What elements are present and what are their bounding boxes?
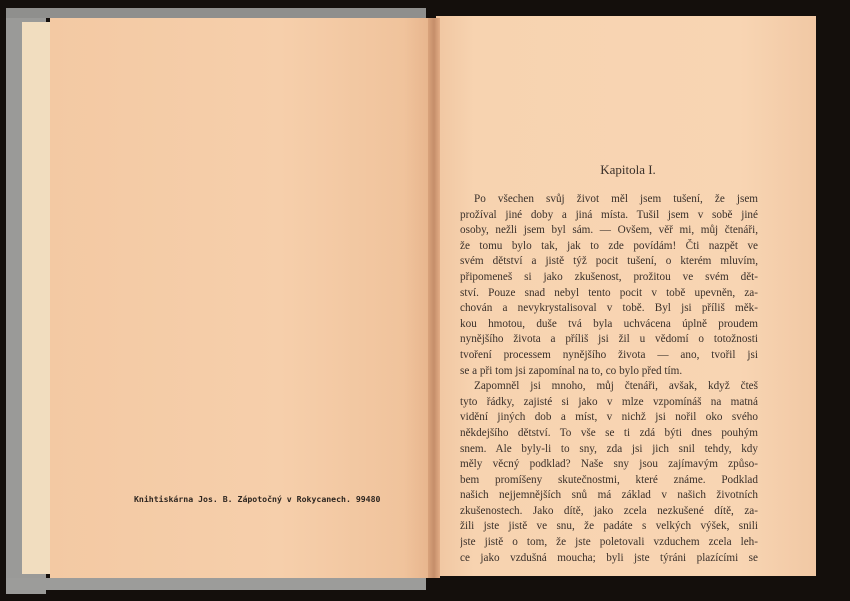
text-line: žili jste jistě ve snu, že padáte s velkých výšek, snili <box>460 520 758 533</box>
text-line: se a při tom jsi zapomínal na to, co bylo před tím. <box>460 364 683 377</box>
text-line: snem. Ale byly-li to sny, zda jsi jich snil tehdy, kdy <box>460 442 758 455</box>
text-line: zkušenostech. Jako dítě, jako zcela nezkušené dítě, za- <box>460 504 758 517</box>
text-line: tyto řádky, zajisté si jako v mlze vzpomínáš na matná <box>460 395 758 408</box>
text-line: někdejšího dětství. To vše se ti zdá býti dnes pouhým <box>460 426 758 439</box>
text-line: jste jistě o tom, že jste poletovali vzduchem zcela leh- <box>460 536 758 549</box>
book-gutter <box>428 18 440 578</box>
text-line: Po všechen svůj život měl jsem tušení, že jsem <box>474 193 758 205</box>
book-cover-bottom-edge <box>6 578 426 590</box>
text-line: chován a nevykrystalisoval v tobě. Byl jsi příliš měk- <box>460 302 758 315</box>
text-line: připomeneš si jako zkušenost, prožitou ve svém dět- <box>460 270 758 283</box>
text-line: ce jako vzdušná moucha; byli jste týráni plazícími se <box>460 551 758 564</box>
text-line: kou hmotou, duše tvá byla uchvácena úplně proudem <box>460 317 758 330</box>
text-line: ství. Pouze snad nebyl tento pocit v tobě upevněn, za- <box>460 286 758 299</box>
printer-imprint: Knihtiskárna Jos. B. Zápotočný v Rokycanech. 99480 <box>134 494 381 504</box>
text-line: nynějšího života a příliš jsi žil u vědomí o totožnosti <box>460 333 758 346</box>
endpaper <box>22 22 52 574</box>
text-line: měly věcný podklad? Naše sny jsou zajímavým způso- <box>460 458 758 471</box>
text-line: že tomu bylo tak, jak to zde povídám! Čti nazpět ve <box>460 239 758 252</box>
text-line: prožíval jiné doby a jiná místa. Tušil jsem v sobě jiné <box>460 208 758 221</box>
text-line: tvoření processem nynějšího života — ano, tvořil jsi <box>460 348 758 361</box>
text-line: našich nejjemnějších snů má základ v našich životních <box>460 489 758 502</box>
text-line: svém dětství a jistě týž pocit tušení, o kterém mluvím, <box>460 255 758 268</box>
body-text <box>460 192 758 566</box>
chapter-title: Kapitola I. <box>600 162 656 177</box>
text-line: Zapomněl jsi mnoho, můj čtenáři, avšak, když čteš <box>474 380 758 393</box>
text-line: osoby, nežli jsem byl sám. — Ovšem, věř mi, můj čtenáři, <box>460 224 758 237</box>
book-cover-top-edge <box>6 8 426 18</box>
text-line: bem promíšeny skutečnostmi, které známe. Podklad <box>460 473 758 486</box>
text-line: vidění jiných dob a míst, v nichž jsi nořil oko svého <box>460 411 758 424</box>
